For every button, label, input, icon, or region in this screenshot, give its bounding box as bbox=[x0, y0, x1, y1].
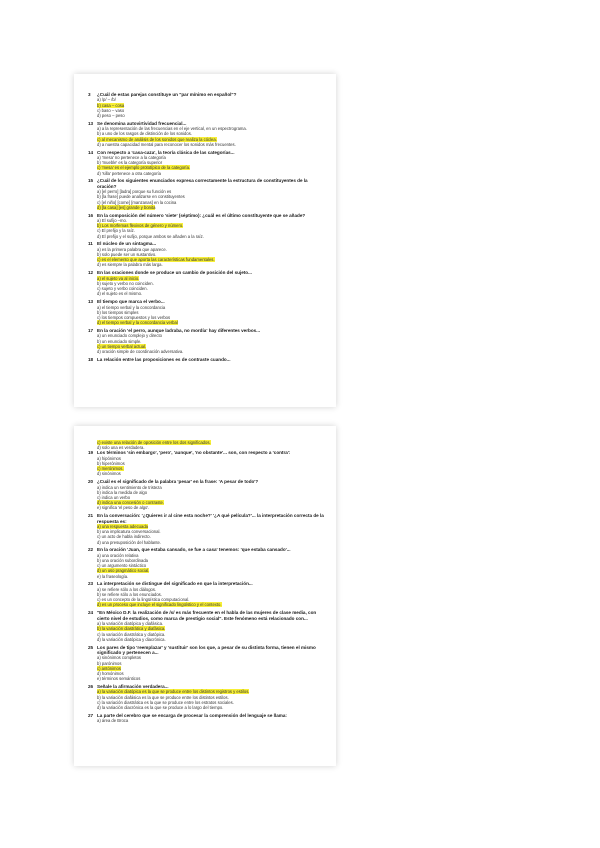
answer-option bbox=[97, 234, 326, 239]
question-block bbox=[88, 479, 326, 510]
question-number: 3 bbox=[88, 92, 91, 97]
option-text: c) existe una relación de oposición entre los dos significados. bbox=[97, 440, 211, 445]
highlighted-answer bbox=[97, 205, 326, 210]
question-text: La parte del cerebro que se encarga de procesar la comprensión del lenguaje se llama: bbox=[97, 712, 287, 718]
option-text: b) hiperónimos bbox=[97, 461, 125, 467]
question-text: En las oraciones donde se produce un cambio de posición del sujeto... bbox=[97, 270, 252, 276]
option-text: a) el tiempo verbal y la concordancia bbox=[97, 304, 166, 310]
option-text: c) es un concepto de la lingüística computacional. bbox=[97, 597, 190, 603]
question-text: ¿Cuál de estas parejas constituye un "par mínimo en español"? bbox=[97, 92, 237, 97]
question-number: 24 bbox=[88, 610, 94, 616]
option-text: a) [el perro] [ladra] porque su función es bbox=[97, 189, 172, 195]
option-text: d) peso – peso bbox=[97, 113, 125, 119]
option-text: d) a nuestra capacidad mental para reconocer los sonidos más frecuentes. bbox=[97, 141, 236, 147]
question-number: 21 bbox=[88, 513, 94, 519]
question-block bbox=[88, 92, 326, 118]
answer-option bbox=[97, 113, 326, 118]
question-text: En la oración 'Juan, que estaba cansado, se fue a casa' tenemos: 'que estaba cansado'... bbox=[97, 547, 291, 553]
option-text: c) merónimos. bbox=[97, 466, 124, 472]
option-text: d) la variación diacrónica es la que se produce a lo largo del tiempo. bbox=[97, 704, 224, 710]
question-text: ¿Cuál es el significado de la palabra 'pesar' en la frase: 'A pesar de todo'? bbox=[97, 479, 259, 485]
option-text: a) se refiere sólo a los diálogos. bbox=[97, 586, 157, 592]
page-2-content bbox=[88, 440, 326, 726]
question-block bbox=[88, 547, 326, 578]
answer-option bbox=[97, 705, 326, 710]
option-text: c) los tiempos compuestos y los verbos bbox=[97, 314, 171, 320]
highlighted-answer bbox=[97, 320, 326, 325]
question-block bbox=[88, 713, 326, 724]
question-text: Se denomina autovirtividad frecuencial... bbox=[97, 120, 187, 126]
question-block bbox=[88, 450, 326, 476]
option-text: c) la variación diastrática es la que se produce entre los estratos sociales. bbox=[97, 699, 234, 705]
option-text: c) indica un verbo bbox=[97, 495, 131, 501]
option-text: c) [el niño] [come] [manzanas] en la cocina bbox=[97, 199, 177, 205]
page-1-content bbox=[88, 92, 326, 365]
question-number: 20 bbox=[88, 479, 94, 485]
question-number: 14 bbox=[88, 149, 94, 155]
question-block bbox=[88, 610, 326, 642]
option-text: c) la variación diastrática y diatópica. bbox=[97, 631, 166, 637]
option-text: d) es siempre la palabra más larga. bbox=[97, 262, 163, 268]
question-line bbox=[88, 513, 326, 524]
option-text: c) baso – vaso bbox=[97, 107, 125, 113]
option-text: a) sinónimos completos bbox=[97, 655, 141, 661]
option-text: c) 'mesa' es el ejemplo prototípico de la categoría. bbox=[97, 165, 191, 171]
option-text: b) la variación diafásica es la que se produce entre los distintos estilos. bbox=[97, 694, 229, 700]
option-text: a) el sujeto va al inicio. bbox=[97, 275, 140, 281]
option-text: b) a uno de los rasgos de distinción de los sonidos. bbox=[97, 131, 192, 137]
option-text: a) una oración relativa bbox=[97, 552, 139, 558]
option-text: b) parónimos bbox=[97, 660, 122, 666]
option-text: d) el tiempo verbal y la concordancia verbal bbox=[97, 320, 178, 326]
option-text: c) un argumento sintáctico bbox=[97, 563, 147, 569]
option-text: b) Los morfemas flexivos de género y número. bbox=[97, 223, 184, 229]
option-text: a) un enunciado complejo y directo bbox=[97, 333, 162, 339]
option-text: d) homónimos bbox=[97, 670, 124, 676]
question-block bbox=[88, 241, 326, 267]
question-number: 13 bbox=[88, 299, 94, 305]
question-line bbox=[88, 610, 326, 621]
option-text: b) los tiempos simples bbox=[97, 309, 139, 315]
question-text: En la conversación: '¿Quieres ir al cine esta noche?' '¿A qué película?'... la interpretación correcta de la respuesta es: bbox=[97, 513, 324, 524]
question-text: El tiempo que marca el verbo... bbox=[97, 299, 165, 305]
question-number: 16 bbox=[88, 212, 94, 218]
question-number: 27 bbox=[88, 712, 94, 718]
answer-option bbox=[97, 262, 326, 267]
option-text: b) 'mueble' es la categoría superior bbox=[97, 160, 163, 166]
option-text: b) indica la medida de algo bbox=[97, 489, 148, 495]
question-block bbox=[88, 178, 326, 210]
answer-option bbox=[97, 291, 326, 296]
option-text: d) 'silla' pertenece a otra categoría bbox=[97, 170, 161, 176]
question-text: Los términos 'sin embargo', 'pero', 'aunque', 'no obstante'... son, con respecto a 'contra': bbox=[97, 450, 291, 456]
option-text: b) una implicatura conversacional. bbox=[97, 529, 161, 535]
option-text: d) [la casa] [es] grande y bonita bbox=[97, 204, 156, 210]
answer-option bbox=[97, 574, 326, 579]
option-text: e) significa 'el peso de algo'. bbox=[97, 505, 150, 511]
option-text: b) [la frase] puede analizarse en constituyentes bbox=[97, 194, 185, 200]
option-text: e) términos semánticos bbox=[97, 676, 141, 682]
question-block bbox=[88, 328, 326, 354]
question-line bbox=[88, 645, 326, 656]
option-text: d) una presuposición del hablante. bbox=[97, 539, 162, 545]
option-text: a) hipónimos bbox=[97, 455, 121, 461]
highlighted-answer bbox=[97, 602, 326, 607]
option-text: a) /p/ – /b/ bbox=[97, 97, 116, 103]
option-text: b) solo puede ser un sustantivo. bbox=[97, 252, 157, 258]
question-number: 12 bbox=[88, 270, 94, 276]
option-text: a) es la primera palabra que aparece. bbox=[97, 246, 167, 252]
answer-option bbox=[97, 471, 326, 476]
option-text: c) un tiempo verbal actual. bbox=[97, 343, 147, 349]
question-text: En la oración 'el perro, aunque ladraba, no mordía' hay diferentes verbos... bbox=[97, 327, 261, 333]
question-text: El núcleo de un sintagma... bbox=[97, 241, 157, 247]
question-text: La interpretación se distingue del significado en que la interpretación... bbox=[97, 581, 253, 587]
question-block bbox=[88, 684, 326, 710]
question-block bbox=[88, 645, 326, 682]
question-block bbox=[88, 150, 326, 176]
question-number: 17 bbox=[88, 327, 94, 333]
answer-option bbox=[97, 349, 326, 354]
question-number: 18 bbox=[88, 356, 94, 362]
question-number: 15 bbox=[88, 178, 94, 184]
option-text: a) 'mesa' no pertenece a la categoría bbox=[97, 155, 166, 161]
option-text: c) sujeto y verbo coinciden. bbox=[97, 286, 148, 292]
option-text: a) indica un sentimiento de tristeza bbox=[97, 484, 162, 490]
answer-option bbox=[97, 676, 326, 681]
option-text: b) se refiere sólo a los enunciados. bbox=[97, 592, 162, 598]
option-text: c) El prefijo y la raíz. bbox=[97, 228, 135, 234]
question-line bbox=[88, 92, 326, 97]
answer-option bbox=[97, 505, 326, 510]
question-block bbox=[88, 121, 326, 147]
question-block bbox=[88, 213, 326, 239]
question-block bbox=[88, 581, 326, 607]
question-number: 19 bbox=[88, 450, 94, 456]
option-text: d) indica una concesión o contraste. bbox=[97, 500, 165, 506]
question-text: ¿Cuál de los siguientes enunciados expresa correctamente la estructura de constituyentes de la oración? bbox=[97, 178, 308, 189]
answer-option bbox=[97, 171, 326, 176]
question-text: "En México D.F. la realización de /s/ es más frecuente en el habla de las mujeres de clase media, con cierto nivel de estudios, como marca de prestigio social". Este fenómeno está relacionado con... bbox=[97, 610, 317, 621]
question-number: 13 bbox=[88, 120, 94, 126]
option-text: c) al mecanismo de análisis de los sonidos que realiza la cóclea. bbox=[97, 136, 217, 142]
question-block bbox=[88, 270, 326, 296]
answer-option bbox=[97, 637, 326, 642]
question-number: 26 bbox=[88, 683, 94, 689]
option-text: b) un enunciado simple. bbox=[97, 338, 142, 344]
option-text: d) sinónimos bbox=[97, 471, 121, 477]
question-number: 22 bbox=[88, 547, 94, 553]
question-text: En la composición del número 'siete' (séptimo): ¿cuál es el último constituyente que se añade? bbox=[97, 212, 306, 218]
option-text: d) es un proceso que incluye el significado lingüístico y el contexto. bbox=[97, 602, 222, 608]
option-text: b) casa – cosa bbox=[97, 102, 125, 108]
option-text: a) la variación diatópica y diafásica. bbox=[97, 621, 164, 627]
question-line bbox=[88, 178, 326, 189]
option-text: d) El prefijo y el sufijo, porque ambos se añaden a la raíz. bbox=[97, 233, 204, 239]
option-text: c) antónimos bbox=[97, 665, 121, 671]
answer-option bbox=[97, 718, 326, 723]
answer-option bbox=[97, 142, 326, 147]
question-number: 11 bbox=[88, 241, 93, 247]
question-block bbox=[88, 513, 326, 545]
option-text: d) la variación diatópica y diacrónica. bbox=[97, 636, 166, 642]
question-text: Señale la afirmación verdadera... bbox=[97, 683, 169, 689]
option-text: d) oración simple de coordinación adversativa. bbox=[97, 348, 184, 354]
answer-option bbox=[97, 540, 326, 545]
question-block bbox=[88, 357, 326, 362]
option-text: a) El sufijo –mo. bbox=[97, 218, 128, 224]
option-text: e) la fraseología. bbox=[97, 573, 129, 579]
option-text: a) a la representación de las frecuencias en el eje vertical, en un espectrograma. bbox=[97, 126, 247, 132]
document-page-1 bbox=[74, 74, 336, 407]
question-number: 25 bbox=[88, 644, 94, 650]
option-text: a) área de Broca bbox=[97, 718, 129, 724]
option-text: a) la variación diatópica es la que se produce entre los distintos registros y estilos. bbox=[97, 689, 250, 695]
option-text: b) sujeto y verbo no coinciden. bbox=[97, 280, 154, 286]
option-text: b) la variación diastrática y diafásica. bbox=[97, 626, 166, 632]
option-text: a) una respuesta adecuada bbox=[97, 524, 148, 530]
question-text: Los pares de tipo 'reemplazar' y 'sustituir' son los que, a pesar de su distinta forma, tienen el mismo significado y pertenecen a... bbox=[97, 644, 316, 655]
question-text: Con respecto a 'casa-caza', la teoría clásica de las categorías... bbox=[97, 149, 235, 155]
question-line bbox=[88, 450, 326, 455]
option-text: b) una oración subordinada bbox=[97, 558, 148, 564]
question-block bbox=[88, 299, 326, 325]
question-number: 23 bbox=[88, 581, 94, 587]
option-text: d) un uso pragmático social. bbox=[97, 568, 150, 574]
question-line bbox=[88, 357, 326, 362]
option-text: c) es el elemento que aporta las características fundamentales. bbox=[97, 257, 215, 263]
question-text: La relación entre las proposiciones es de contraste cuando... bbox=[97, 356, 231, 362]
option-text: c) un acto de habla indirecto. bbox=[97, 534, 151, 540]
document-page-2 bbox=[74, 426, 336, 766]
question-line bbox=[88, 270, 326, 275]
option-text: d) solo una es verdadera. bbox=[97, 445, 145, 451]
option-text: d) el sujeto es el mismo. bbox=[97, 291, 143, 297]
